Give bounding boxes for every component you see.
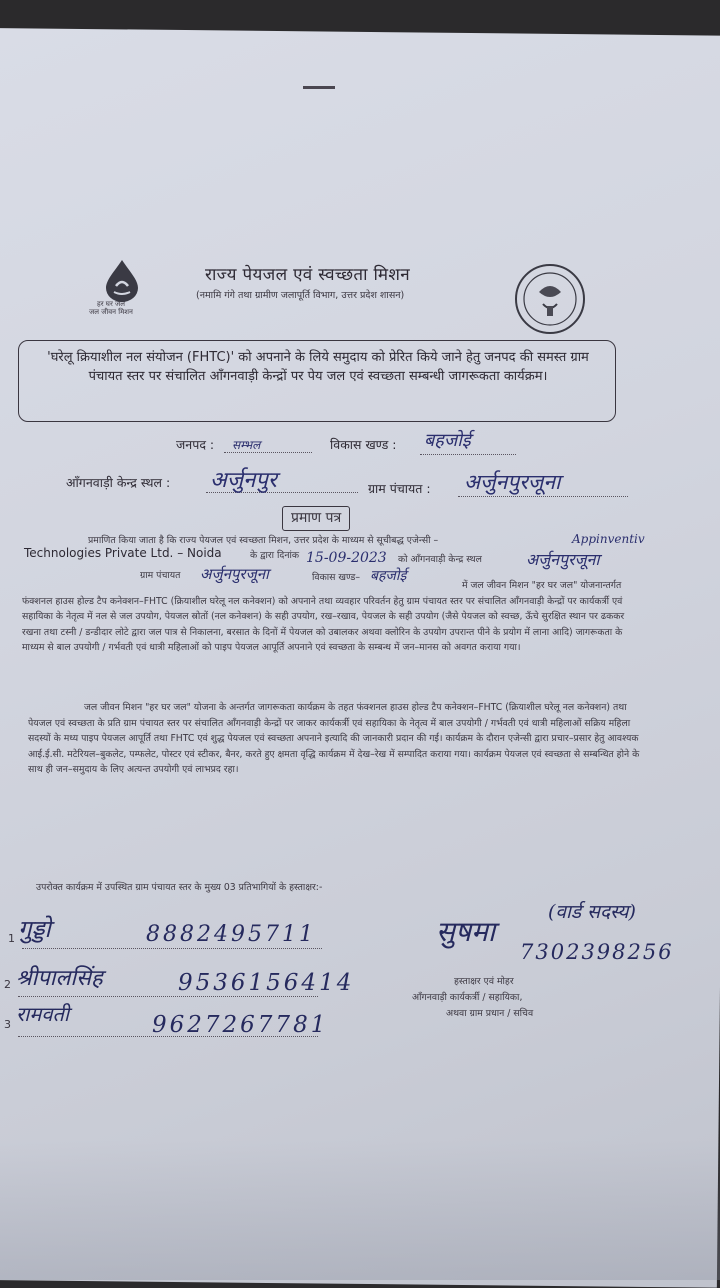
vikas-khand-value-line [420,430,516,455]
janpad-value: सम्भल [232,438,261,452]
block-value: बहजोई [370,568,407,584]
certificate-title: प्रमाण पत्र [282,506,350,531]
centre-value: अर्जुनपुरजूना [526,550,600,569]
date-label: के द्वारा दिनांक [250,550,300,561]
top-dash-mark [303,86,335,89]
stamp-label: हस्ताक्षर एवं मोहर [454,976,514,987]
participant-name-1: गुड्डो [18,915,51,943]
anganwadi-value-line [206,468,358,493]
centre-label: को आँगनवाड़ी केन्द्र स्थल [398,554,482,565]
paper-shadow [0,1140,720,1280]
gp-value: अर्जुनपुरजूना [200,565,269,583]
agency-handwritten: Appinventiv [572,532,645,546]
anganwadi-label: आँगनवाड़ी केन्द्र स्थल : [66,475,171,490]
participant-num-3: 3 [4,1018,11,1031]
gram-panchayat-label: ग्राम पंचायत : [368,481,431,496]
participant-line-2 [18,996,318,997]
vikas-khand-label: विकास खण्ड : [330,437,397,452]
participant-phone-1: 8882495711 [146,922,316,947]
participant-num-2: 2 [4,978,11,991]
program-title-text: 'घरेलू क्रियाशील नल संयोजन (FHTC)' को अपनाने के लिये समुदाय को प्रेरित किये जाने हेतु जनपद की समस्त ग्राम पंचायत स्तर पर संचालित आँगनवाड़ी केन्द्रों पर पेय जल एवं स्वच्छता सम्बन्धी जागरूकता कार्यक्रम। [47,350,589,384]
signatory-role-note: (वार्ड सदस्य) [548,901,636,923]
document-paper [0,28,720,1288]
program-date: 15-09-2023 [306,550,387,566]
participant-name-2: श्रीपालसिंह [16,966,103,991]
up-government-emblem [513,262,587,336]
anganwadi-value: अर्जुनपुर [210,468,277,493]
signatory-signature: सुषमा [436,915,496,948]
document-subtitle: (नमामि गंगे तथा ग्रामीण जलापूर्ति विभाग, उत्तर प्रदेश शासन) [196,290,405,301]
signatory-line2: आँगनवाड़ी कार्यकर्त्री / सहायिका, [412,992,523,1003]
document-title: राज्य पेयजल एवं स्वच्छता मिशन [205,265,410,285]
para2-body: जल जीवन मिशन "हर घर जल" योजना के अन्तर्गत जागरूकता कार्यक्रम के तहत फंक्शनल हाउस होल्ड टैप कनेक्शन–FHTC (क्रियाशील घरेलू नल कनेक्शन) तथा पेयजल एवं स्वच्छता के प्रति ग्राम पंचायत स्तर पर संचालित आँगनवाड़ी केन्द्रों पर जाकर कार्यकर्त्री एवं सहायिका के नेतृत्व में बाल उपयोगी / गर्भवती एवं धात्री महिलाओं सक्रिय महिला सदस्यों के मध्य पाइप पेयजल आपूर्ति तथा FHTC एवं शुद्ध पेयजल एवं स्वच्छता अपनाने इत्यादि की जानकारी प्रदान की गई। कार्यक्रम के दौरान एजेन्सी द्वारा प्रचार–प्रसार हेतु आवश्यक आई.ई.सी. मटेरियल–बुकलेट, पम्फलेट, पोस्टर एवं स्टीकर, बैनर, करते हुए क्षमता वृद्धि कार्यक्रम में देख–रेख में सम्पादित कराया गया। कार्यक्रम पेयजल एवं स्वच्छता से सम्बन्धित होने के साथ ही जन–समुदाय के लिए अत्यन्त उपयोगी एवं लाभप्रद रहा। [28,702,640,775]
signatory-phone: 7302398256 [520,940,674,964]
participant-line-1 [22,948,322,949]
participant-phone-3: 9627267781 [152,1012,329,1038]
agency-printed-name: Technologies Private Ltd. – Noida [24,546,222,560]
participants-label: उपरोक्त कार्यक्रम में उपस्थित ग्राम पंचायत स्तर के मुख्य 03 प्रतिभागियों के हस्ताक्षर:- [36,882,323,893]
block-label: विकास खण्ड– [312,572,361,583]
para1-line1: प्रमाणित किया जाता है कि राज्य पेयजल एवं स्वच्छता मिशन, उत्तर प्रदेश के माध्यम से सूचीबद्ध एजेन्सी – [88,535,439,546]
para1-body: में जल जीवन मिशन "हर घर जल" योजनान्तर्गत फंक्शनल हाउस होल्ड टैप कनेक्शन–FHTC (क्रियाशील घरेलू नल कनेक्शन) को अपनाने तथा व्यवहार परिवर्तन हेतु ग्राम पंचायत स्तर पर संचालित आँगनवाड़ी केन्द्रों पर कार्यकर्त्री एवं सहायिका के नेतृत्व में नल से जल उपयोग, पेयजल स्रोतों (नल कनेक्शन) के सही उपयोग, रख–रखाव, पेयजल के सही उपयोग (जैसे पेयजल को स्वच्छ, ऊँचे सुरक्षित स्थान पर ढककर रखना तथा टस्नी / डन्डीदार लोटे द्वारा जल पात्र से निकालना, बरसात के दिनों में पेयजल को उबालकर अथवा क्लोरिन के उपयोग उपरान्त पीने के प्रयोग में लाना आदि) जागरूकता के माध्यम से बाल उपयोगी / गर्भवती एवं धात्री महिलाओं को पाइप पेयजल आपूर्ति अपनाने एवं स्वच्छता के सम्बन्ध में जन–मानस को अवगत कराया गया। [22,580,625,653]
gp-label: ग्राम पंचायत [140,570,181,581]
participant-line-3 [18,1036,318,1037]
gram-panchayat-value-line [458,470,628,497]
janpad-value-line [224,436,312,453]
signatory-line3: अथवा ग्राम प्रधान / सचिव [446,1008,534,1019]
jal-jeevan-mission-logo [92,258,152,328]
janpad-label: जनपद : [176,437,215,452]
participant-name-3: रामवती [16,1002,70,1026]
vikas-khand-value: बहजोई [424,430,471,451]
participant-phone-2: 9536156414 [178,970,355,996]
gram-panchayat-value: अर्जुनपुरजूना [464,470,561,494]
left-logo-caption: हर घर जल जल जीवन मिशन [89,300,133,316]
participant-num-1: 1 [8,932,15,945]
